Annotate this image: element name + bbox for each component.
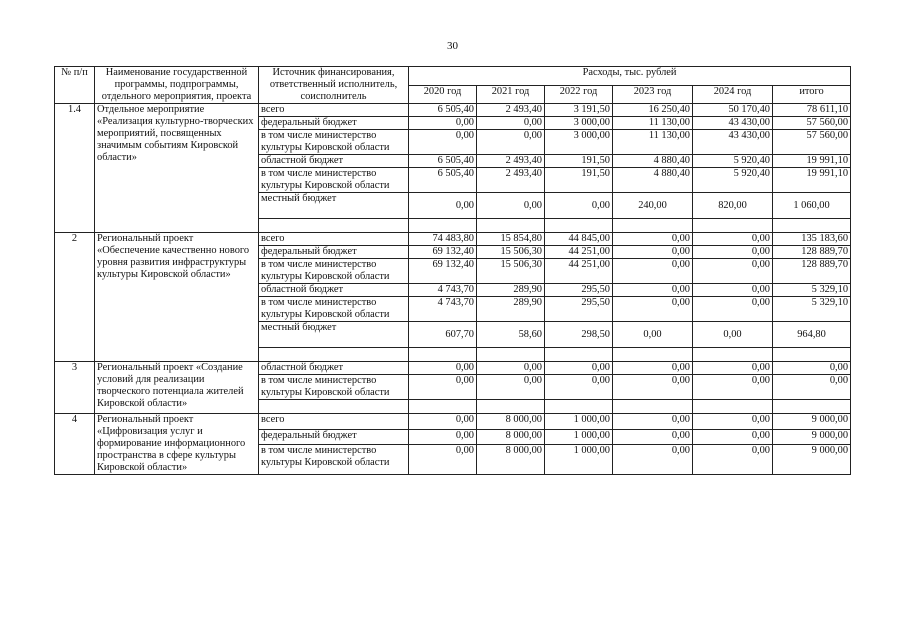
value-year-2024: 50 170,40 [693, 104, 773, 117]
header-num: № п/п [55, 67, 95, 104]
value-year-2020: 0,00 [409, 375, 477, 400]
value-year-2022: 298,50 [545, 322, 613, 348]
program-name: Региональный проект «Создание условий для реализации творческого потенциала жителей Кировской области» [95, 362, 259, 414]
spacer-cell [545, 219, 613, 233]
funding-source: областной бюджет [259, 284, 409, 297]
value-year-2024: 0,00 [693, 362, 773, 375]
value-year-2024: 0,00 [693, 375, 773, 400]
value-year-2024: 0,00 [693, 429, 773, 445]
value-year-2020: 0,00 [409, 193, 477, 219]
value-year-2021: 8 000,00 [477, 445, 545, 475]
value-year-2022: 1 000,00 [545, 429, 613, 445]
table-header [55, 67, 851, 104]
spacer-cell [477, 219, 545, 233]
value-year-2020: 0,00 [409, 362, 477, 375]
value-total: 9 000,00 [773, 414, 851, 430]
spacer-cell [693, 219, 773, 233]
value-year-2020: 0,00 [409, 414, 477, 430]
funding-source: областной бюджет [259, 362, 409, 375]
funding-source: в том числе министерство культуры Кировской области [259, 130, 409, 155]
value-year-2022: 295,50 [545, 297, 613, 322]
value-year-2021: 15 854,80 [477, 233, 545, 246]
row-number: 3 [55, 362, 95, 414]
funding-source: всего [259, 104, 409, 117]
value-year-2021: 2 493,40 [477, 155, 545, 168]
value-total: 9 000,00 [773, 429, 851, 445]
value-year-2020: 0,00 [409, 445, 477, 475]
table-row [55, 233, 851, 246]
value-year-2024: 0,00 [693, 259, 773, 284]
value-year-2021: 2 493,40 [477, 104, 545, 117]
spacer-cell [545, 400, 613, 414]
value-year-2023: 0,00 [613, 284, 693, 297]
value-year-2023: 0,00 [613, 445, 693, 475]
value-total: 57 560,00 [773, 130, 851, 155]
spacer-cell [613, 400, 693, 414]
value-total: 1 060,00 [773, 193, 851, 219]
funding-source: местный бюджет [259, 322, 409, 348]
row-number: 2 [55, 233, 95, 362]
value-year-2023: 0,00 [613, 259, 693, 284]
value-year-2023: 4 880,40 [613, 155, 693, 168]
value-total: 9 000,00 [773, 445, 851, 475]
value-year-2021: 0,00 [477, 362, 545, 375]
value-year-2022: 3 000,00 [545, 117, 613, 130]
value-year-2021: 289,90 [477, 284, 545, 297]
funding-source: федеральный бюджет [259, 117, 409, 130]
table-body [55, 104, 851, 475]
value-year-2023: 0,00 [613, 246, 693, 259]
value-year-2020: 4 743,70 [409, 297, 477, 322]
spacer-cell [613, 348, 693, 362]
value-year-2024: 820,00 [693, 193, 773, 219]
value-total: 128 889,70 [773, 246, 851, 259]
value-year-2022: 44 845,00 [545, 233, 613, 246]
spacer-cell [773, 219, 851, 233]
value-year-2022: 191,50 [545, 155, 613, 168]
header-name: Наименование государственной программы, подпрограммы, отдельного мероприятия, проекта [95, 67, 259, 104]
value-year-2021: 15 506,30 [477, 259, 545, 284]
value-year-2023: 16 250,40 [613, 104, 693, 117]
value-total: 57 560,00 [773, 117, 851, 130]
value-year-2021: 0,00 [477, 130, 545, 155]
program-name: Отдельное мероприятие «Реализация культурно-творческих мероприятий, посвященных значимым событиям Кировской области» [95, 104, 259, 233]
header-expenses: Расходы, тыс. рублей [409, 67, 851, 86]
spacer-cell [773, 400, 851, 414]
spacer-cell [477, 348, 545, 362]
value-year-2022: 3 191,50 [545, 104, 613, 117]
spacer-cell [409, 400, 477, 414]
value-year-2021: 8 000,00 [477, 414, 545, 430]
value-year-2021: 8 000,00 [477, 429, 545, 445]
header-total: итого [773, 85, 851, 104]
value-total: 19 991,10 [773, 155, 851, 168]
value-year-2024: 0,00 [693, 284, 773, 297]
value-year-2023: 0,00 [613, 362, 693, 375]
value-total: 0,00 [773, 375, 851, 400]
value-year-2022: 44 251,00 [545, 246, 613, 259]
value-year-2024: 0,00 [693, 297, 773, 322]
value-year-2024: 5 920,40 [693, 168, 773, 193]
value-year-2023: 0,00 [613, 375, 693, 400]
value-year-2021: 0,00 [477, 193, 545, 219]
value-total: 5 329,10 [773, 297, 851, 322]
value-year-2024: 5 920,40 [693, 155, 773, 168]
value-year-2020: 0,00 [409, 130, 477, 155]
value-year-2020: 69 132,40 [409, 259, 477, 284]
value-year-2022: 1 000,00 [545, 445, 613, 475]
value-year-2024: 0,00 [693, 322, 773, 348]
spacer-cell [259, 348, 409, 362]
value-year-2024: 0,00 [693, 233, 773, 246]
value-total: 128 889,70 [773, 259, 851, 284]
value-year-2021: 0,00 [477, 117, 545, 130]
spacer-cell [259, 219, 409, 233]
value-year-2020: 4 743,70 [409, 284, 477, 297]
funding-source: всего [259, 414, 409, 430]
program-name: Региональный проект «Обеспечение качественно нового уровня развития инфраструктуры культуры Кировской области» [95, 233, 259, 362]
row-number: 1.4 [55, 104, 95, 233]
funding-source: федеральный бюджет [259, 246, 409, 259]
value-year-2023: 11 130,00 [613, 130, 693, 155]
value-year-2023: 11 130,00 [613, 117, 693, 130]
value-year-2023: 4 880,40 [613, 168, 693, 193]
value-year-2022: 295,50 [545, 284, 613, 297]
page-number: 30 [447, 40, 458, 52]
value-year-2024: 0,00 [693, 445, 773, 475]
value-year-2024: 43 430,00 [693, 130, 773, 155]
table-row [55, 362, 851, 375]
funding-source: в том числе министерство культуры Кировской области [259, 297, 409, 322]
value-year-2022: 44 251,00 [545, 259, 613, 284]
header-source: Источник финансирования, ответственный исполнитель, соисполнитель [259, 67, 409, 104]
spacer-cell [259, 400, 409, 414]
value-year-2020: 0,00 [409, 429, 477, 445]
header-year-2020: 2020 год [409, 85, 477, 104]
header-year-2024: 2024 год [693, 85, 773, 104]
value-year-2024: 0,00 [693, 246, 773, 259]
table-row [55, 414, 851, 430]
value-year-2022: 0,00 [545, 193, 613, 219]
value-year-2020: 6 505,40 [409, 168, 477, 193]
value-year-2020: 0,00 [409, 117, 477, 130]
value-year-2023: 240,00 [613, 193, 693, 219]
header-year-2023: 2023 год [613, 85, 693, 104]
value-year-2022: 0,00 [545, 375, 613, 400]
value-total: 135 183,60 [773, 233, 851, 246]
value-total: 5 329,10 [773, 284, 851, 297]
value-year-2023: 0,00 [613, 429, 693, 445]
value-year-2023: 0,00 [613, 414, 693, 430]
value-year-2023: 0,00 [613, 233, 693, 246]
spacer-cell [477, 400, 545, 414]
value-year-2024: 0,00 [693, 414, 773, 430]
value-year-2021: 289,90 [477, 297, 545, 322]
value-year-2022: 191,50 [545, 168, 613, 193]
funding-source: в том числе министерство культуры Кировской области [259, 445, 409, 475]
funding-source: в том числе министерство культуры Кировской области [259, 375, 409, 400]
value-year-2020: 607,70 [409, 322, 477, 348]
header-year-2021: 2021 год [477, 85, 545, 104]
row-number: 4 [55, 414, 95, 475]
table-row [55, 104, 851, 117]
value-year-2020: 6 505,40 [409, 155, 477, 168]
funding-source: федеральный бюджет [259, 429, 409, 445]
spacer-cell [693, 348, 773, 362]
value-total: 964,80 [773, 322, 851, 348]
value-year-2020: 6 505,40 [409, 104, 477, 117]
value-year-2021: 15 506,30 [477, 246, 545, 259]
value-year-2024: 43 430,00 [693, 117, 773, 130]
header-year-2022: 2022 год [545, 85, 613, 104]
funding-source: в том числе министерство культуры Кировской области [259, 168, 409, 193]
value-year-2023: 0,00 [613, 322, 693, 348]
spacer-cell [409, 219, 477, 233]
funding-source: всего [259, 233, 409, 246]
value-total: 0,00 [773, 362, 851, 375]
value-year-2023: 0,00 [613, 297, 693, 322]
expenses-table [54, 66, 851, 475]
value-total: 78 611,10 [773, 104, 851, 117]
spacer-cell [545, 348, 613, 362]
value-year-2022: 0,00 [545, 362, 613, 375]
value-year-2020: 69 132,40 [409, 246, 477, 259]
funding-source: областной бюджет [259, 155, 409, 168]
funding-source: в том числе министерство культуры Кировской области [259, 259, 409, 284]
value-year-2022: 3 000,00 [545, 130, 613, 155]
program-name: Региональный проект «Цифровизация услуг и формирование информационного пространства в сфере культуры Кировской области» [95, 414, 259, 475]
value-year-2020: 74 483,80 [409, 233, 477, 246]
value-total: 19 991,10 [773, 168, 851, 193]
spacer-cell [613, 219, 693, 233]
value-year-2021: 2 493,40 [477, 168, 545, 193]
spacer-cell [693, 400, 773, 414]
spacer-cell [409, 348, 477, 362]
value-year-2021: 58,60 [477, 322, 545, 348]
spacer-cell [773, 348, 851, 362]
value-year-2021: 0,00 [477, 375, 545, 400]
funding-source: местный бюджет [259, 193, 409, 219]
value-year-2022: 1 000,00 [545, 414, 613, 430]
